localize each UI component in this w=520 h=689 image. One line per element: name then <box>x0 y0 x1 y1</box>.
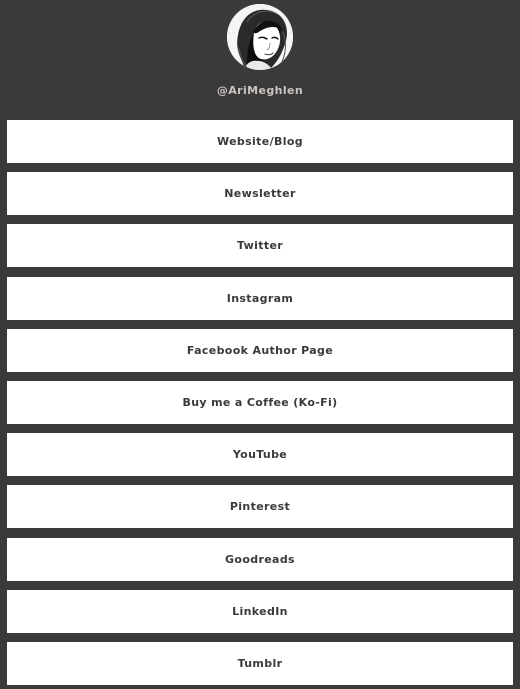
avatar <box>227 4 293 70</box>
instagram-button[interactable]: Instagram <box>7 277 513 320</box>
twitter-button[interactable]: Twitter <box>7 224 513 267</box>
pinterest-button[interactable]: Pinterest <box>7 485 513 528</box>
link-list <box>7 120 513 685</box>
tumblr-button[interactable]: Tumblr <box>7 642 513 685</box>
youtube-button[interactable]: YouTube <box>7 433 513 476</box>
facebook-author-page-button[interactable]: Facebook Author Page <box>7 329 513 372</box>
profile-handle: @AriMeghlen <box>216 84 304 97</box>
newsletter-button[interactable]: Newsletter <box>7 172 513 215</box>
portrait-avatar-icon <box>227 4 293 70</box>
profile-header <box>0 0 520 120</box>
linkedin-button[interactable]: LinkedIn <box>7 590 513 633</box>
goodreads-button[interactable]: Goodreads <box>7 538 513 581</box>
website-blog-button[interactable]: Website/Blog <box>7 120 513 163</box>
buy-me-a-coffee-button[interactable]: Buy me a Coffee (Ko-Fi) <box>7 381 513 424</box>
